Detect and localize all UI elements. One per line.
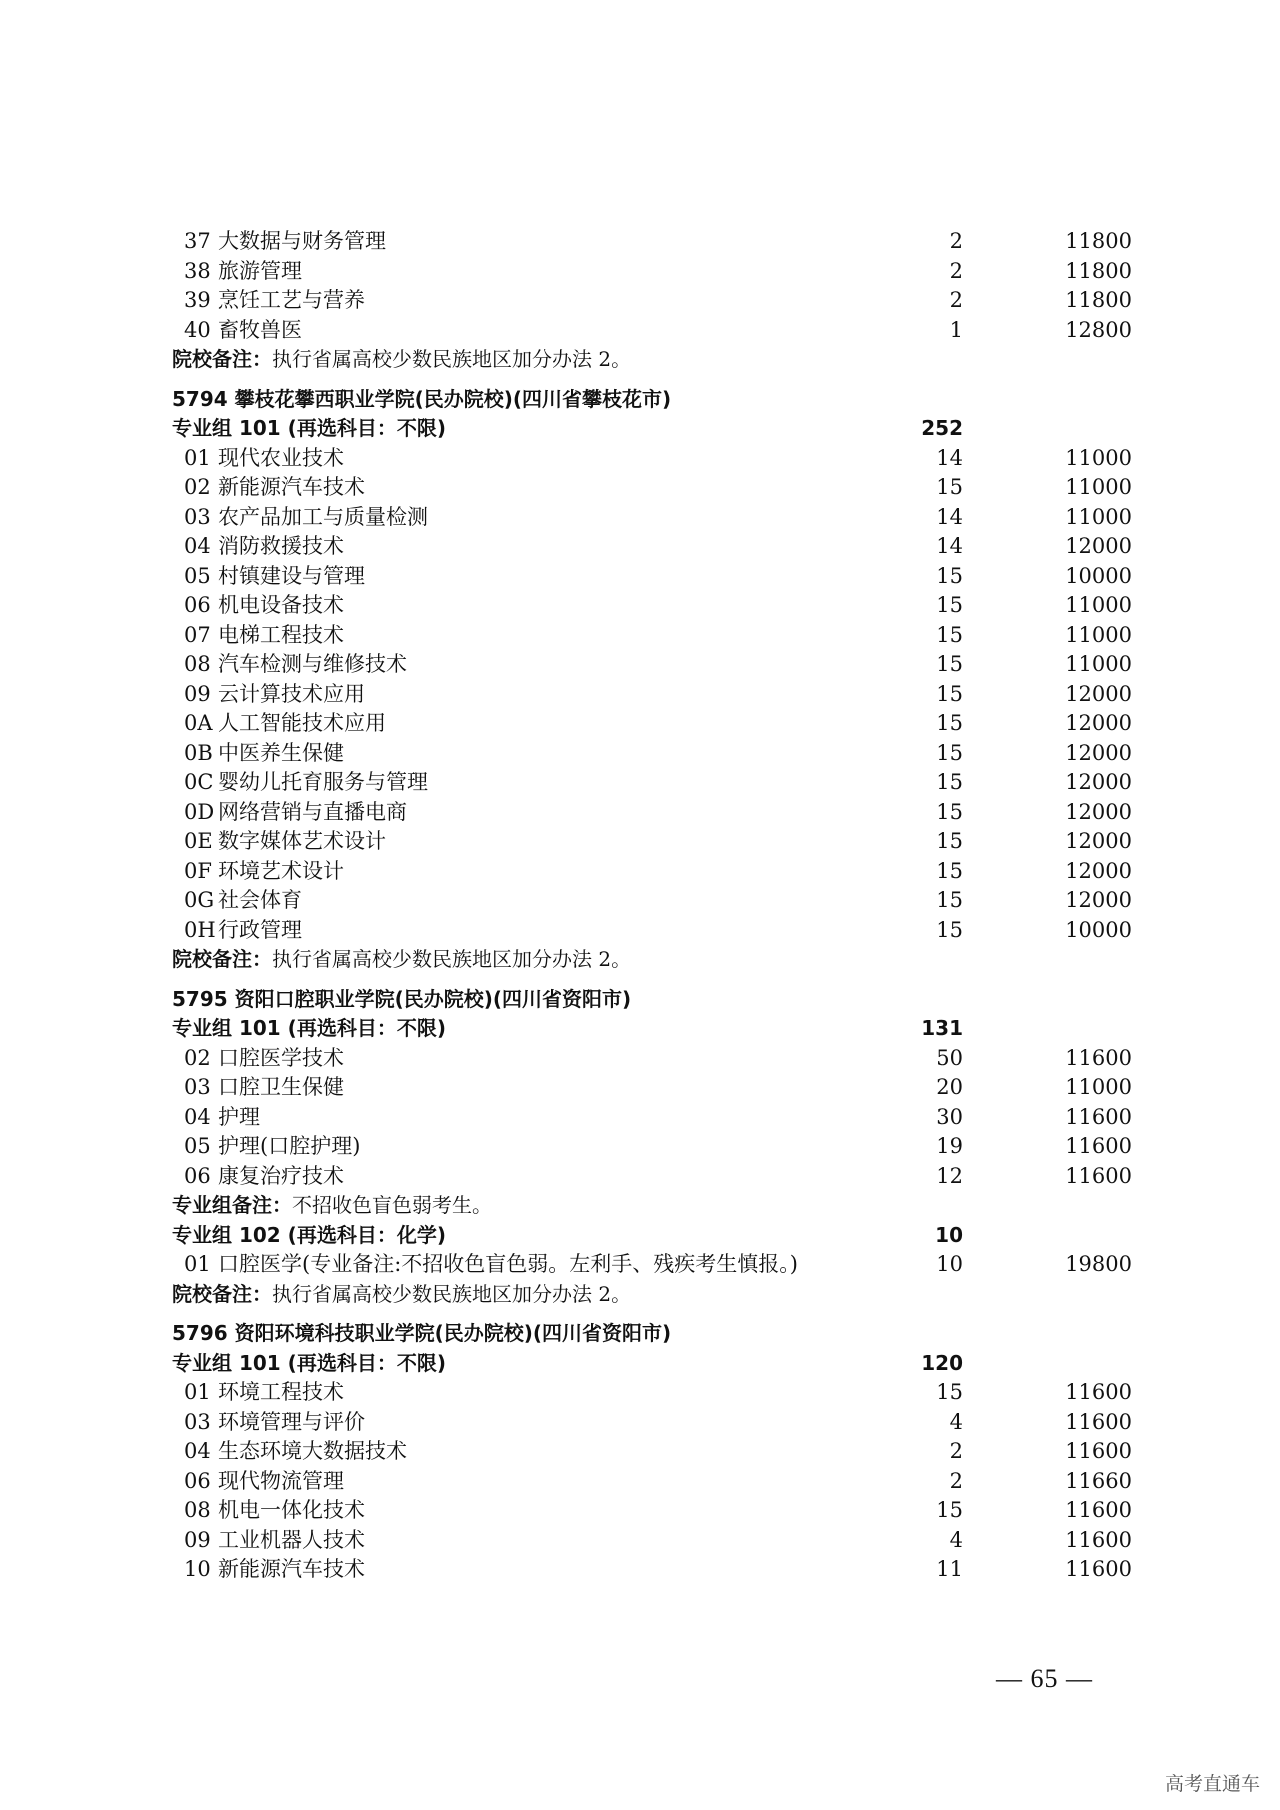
major-code: 0D bbox=[184, 799, 215, 824]
tuition-fee: 12000 bbox=[1065, 711, 1132, 735]
tuition-fee: 12800 bbox=[1065, 317, 1132, 342]
enrollment-count: 15 bbox=[936, 829, 963, 853]
major-name: 电梯工程技术 bbox=[218, 622, 344, 647]
major-code: 03 bbox=[184, 1409, 211, 1434]
major-name: 现代农业技术 bbox=[218, 445, 344, 470]
remark-text: 执行省属高校少数民族地区加分办法 2。 bbox=[272, 1281, 632, 1306]
enrollment-count: 15 bbox=[936, 740, 963, 765]
tuition-fee: 11800 bbox=[1065, 229, 1132, 253]
major-code: 0E bbox=[184, 829, 213, 853]
enrollment-count: 15 bbox=[936, 711, 963, 735]
remark-label: 院校备注： bbox=[172, 1281, 272, 1306]
major-name: 工业机器人技术 bbox=[218, 1527, 365, 1552]
enrollment-count: 10 bbox=[936, 1252, 963, 1276]
major-row bbox=[172, 503, 1132, 533]
major-group-row bbox=[172, 414, 1132, 444]
major-group-row bbox=[172, 1221, 1132, 1251]
major-name: 畜牧兽医 bbox=[218, 317, 302, 342]
major-group-total: 252 bbox=[921, 416, 963, 440]
tuition-fee: 12000 bbox=[1065, 829, 1132, 853]
major-row bbox=[172, 709, 1132, 739]
major-code: 04 bbox=[184, 534, 211, 558]
major-row bbox=[172, 562, 1132, 592]
enrollment-count: 4 bbox=[949, 1527, 963, 1552]
major-name: 婴幼儿托育服务与管理 bbox=[218, 770, 428, 794]
enrollment-count: 15 bbox=[936, 681, 963, 706]
major-code: 0C bbox=[184, 770, 214, 794]
major-group-title: 专业组 101 (再选科目：不限) bbox=[172, 416, 446, 440]
major-code: 05 bbox=[184, 563, 211, 588]
major-name: 村镇建设与管理 bbox=[218, 563, 365, 588]
tuition-fee: 11800 bbox=[1065, 288, 1132, 312]
major-code: 06 bbox=[184, 593, 211, 617]
major-code: 04 bbox=[184, 1439, 211, 1463]
major-name: 中医养生保健 bbox=[218, 740, 344, 765]
major-group-total: 131 bbox=[921, 1016, 963, 1040]
major-row bbox=[172, 1378, 1132, 1408]
enrollment-count: 4 bbox=[949, 1409, 963, 1434]
major-row bbox=[172, 1526, 1132, 1556]
major-row bbox=[172, 532, 1132, 562]
enrollment-count: 15 bbox=[936, 1380, 963, 1404]
tuition-fee: 11000 bbox=[1065, 652, 1132, 676]
enrollment-count: 14 bbox=[936, 445, 963, 470]
major-row bbox=[172, 1496, 1132, 1526]
major-code: 09 bbox=[184, 1527, 211, 1552]
major-code: 05 bbox=[184, 1134, 211, 1158]
enrollment-count: 2 bbox=[949, 1468, 963, 1493]
remark-text: 执行省属高校少数民族地区加分办法 2。 bbox=[272, 947, 632, 971]
major-row bbox=[172, 591, 1132, 621]
major-name: 护理 bbox=[218, 1104, 260, 1129]
tuition-fee: 12000 bbox=[1065, 740, 1132, 765]
major-group-row bbox=[172, 1014, 1132, 1044]
major-code: 0F bbox=[184, 858, 212, 883]
enrollment-count: 2 bbox=[949, 1439, 963, 1463]
tuition-fee: 11600 bbox=[1065, 1380, 1132, 1404]
major-name: 康复治疗技术 bbox=[218, 1163, 344, 1188]
remark-row bbox=[172, 345, 1132, 375]
enrollment-count: 15 bbox=[936, 475, 963, 499]
major-row bbox=[172, 257, 1132, 287]
enrollment-count: 20 bbox=[936, 1075, 963, 1099]
enrollment-count: 12 bbox=[936, 1163, 963, 1188]
tuition-fee: 12000 bbox=[1065, 799, 1132, 824]
major-row bbox=[172, 1467, 1132, 1497]
tuition-fee: 11000 bbox=[1065, 475, 1132, 499]
major-code: 08 bbox=[184, 652, 211, 676]
major-row bbox=[172, 1044, 1132, 1074]
major-row bbox=[172, 1408, 1132, 1438]
enrollment-count: 14 bbox=[936, 534, 963, 558]
major-row bbox=[172, 621, 1132, 651]
enrollment-count: 15 bbox=[936, 652, 963, 676]
major-name: 护理(口腔护理) bbox=[218, 1134, 361, 1158]
major-code: 07 bbox=[184, 622, 211, 647]
institution-title: 5795 资阳口腔职业学院(民办院校)(四川省资阳市) bbox=[172, 986, 632, 1011]
watermark-text: 高考直通车 bbox=[1164, 1773, 1260, 1795]
tuition-fee: 11000 bbox=[1065, 622, 1132, 647]
major-row bbox=[172, 798, 1132, 828]
tuition-fee: 11600 bbox=[1065, 1527, 1132, 1552]
major-name: 云计算技术应用 bbox=[218, 681, 365, 706]
major-code: 0B bbox=[184, 740, 213, 765]
tuition-fee: 19800 bbox=[1065, 1252, 1132, 1276]
enrollment-count: 14 bbox=[936, 504, 963, 529]
major-row bbox=[172, 1437, 1132, 1467]
major-group-title: 专业组 102 (再选科目：化学) bbox=[172, 1222, 446, 1247]
remark-label: 专业组备注： bbox=[172, 1193, 292, 1217]
tuition-fee: 11600 bbox=[1065, 1134, 1132, 1158]
tuition-fee: 12000 bbox=[1065, 888, 1132, 912]
major-row bbox=[172, 1555, 1132, 1585]
major-row bbox=[172, 857, 1132, 887]
tuition-fee: 11000 bbox=[1065, 445, 1132, 470]
major-name: 消防救援技术 bbox=[218, 534, 344, 558]
major-name: 现代物流管理 bbox=[218, 1468, 344, 1493]
major-name: 环境艺术设计 bbox=[218, 858, 344, 883]
major-name: 人工智能技术应用 bbox=[218, 711, 386, 735]
major-name: 新能源汽车技术 bbox=[218, 475, 365, 499]
major-code: 0A bbox=[184, 711, 213, 735]
major-group-total: 10 bbox=[935, 1222, 963, 1247]
remark-label: 院校备注： bbox=[172, 947, 272, 971]
major-code: 40 bbox=[184, 317, 211, 342]
major-code: 04 bbox=[184, 1104, 211, 1129]
major-code: 39 bbox=[184, 288, 211, 312]
enrollment-count: 30 bbox=[936, 1104, 963, 1129]
remark-label: 院校备注： bbox=[172, 347, 272, 371]
major-name: 大数据与财务管理 bbox=[218, 229, 386, 253]
remark-row bbox=[172, 1280, 1132, 1310]
major-row bbox=[172, 1073, 1132, 1103]
major-name: 口腔卫生保健 bbox=[218, 1075, 344, 1099]
enrollment-count: 15 bbox=[936, 917, 963, 942]
major-code: 0G bbox=[184, 888, 215, 912]
tuition-fee: 11600 bbox=[1065, 1409, 1132, 1434]
tuition-fee: 11660 bbox=[1065, 1468, 1132, 1493]
major-code: 06 bbox=[184, 1163, 211, 1188]
major-code: 02 bbox=[184, 1045, 211, 1070]
major-code: 0H bbox=[184, 917, 216, 942]
enrollment-count: 2 bbox=[949, 258, 963, 283]
major-row bbox=[172, 650, 1132, 680]
enrollment-count: 15 bbox=[936, 770, 963, 794]
document-body bbox=[172, 227, 1132, 1585]
tuition-fee: 11600 bbox=[1065, 1163, 1132, 1188]
major-name: 机电一体化技术 bbox=[218, 1498, 365, 1522]
tuition-fee: 12000 bbox=[1065, 681, 1132, 706]
major-name: 旅游管理 bbox=[218, 258, 302, 283]
tuition-fee: 12000 bbox=[1065, 858, 1132, 883]
major-name: 农产品加工与质量检测 bbox=[218, 504, 428, 529]
major-code: 10 bbox=[184, 1557, 211, 1581]
major-row bbox=[172, 286, 1132, 316]
enrollment-count: 11 bbox=[936, 1557, 963, 1581]
enrollment-count: 15 bbox=[936, 858, 963, 883]
major-name: 口腔医学(专业备注:不招收色盲色弱。左利手、残疾考生慎报。) bbox=[218, 1252, 798, 1276]
remark-row bbox=[172, 1191, 1132, 1221]
major-row bbox=[172, 227, 1132, 257]
major-name: 环境工程技术 bbox=[218, 1380, 344, 1404]
major-row bbox=[172, 444, 1132, 474]
enrollment-count: 19 bbox=[936, 1134, 963, 1158]
tuition-fee: 10000 bbox=[1065, 917, 1132, 942]
major-row bbox=[172, 768, 1132, 798]
major-name: 社会体育 bbox=[218, 888, 302, 912]
major-name: 环境管理与评价 bbox=[218, 1409, 365, 1434]
major-code: 37 bbox=[184, 229, 211, 253]
major-code: 02 bbox=[184, 475, 211, 499]
major-name: 汽车检测与维修技术 bbox=[218, 652, 407, 676]
major-row bbox=[172, 473, 1132, 503]
enrollment-count: 1 bbox=[949, 317, 963, 342]
major-row bbox=[172, 916, 1132, 946]
major-name: 新能源汽车技术 bbox=[218, 1557, 365, 1581]
enrollment-count: 15 bbox=[936, 593, 963, 617]
tuition-fee: 11600 bbox=[1065, 1045, 1132, 1070]
major-group-row bbox=[172, 1349, 1132, 1379]
tuition-fee: 11000 bbox=[1065, 593, 1132, 617]
tuition-fee: 11600 bbox=[1065, 1104, 1132, 1129]
page-number: — 65 — bbox=[996, 1664, 1093, 1693]
major-row bbox=[172, 1162, 1132, 1192]
major-name: 口腔医学技术 bbox=[218, 1045, 344, 1070]
institution-title: 5796 资阳环境科技职业学院(民办院校)(四川省资阳市) bbox=[172, 1321, 672, 1345]
major-code: 01 bbox=[184, 445, 211, 470]
major-code: 06 bbox=[184, 1468, 211, 1493]
enrollment-count: 15 bbox=[936, 799, 963, 824]
major-row bbox=[172, 827, 1132, 857]
major-row bbox=[172, 886, 1132, 916]
tuition-fee: 11000 bbox=[1065, 504, 1132, 529]
major-code: 38 bbox=[184, 258, 211, 283]
major-code: 01 bbox=[184, 1252, 211, 1276]
institution-heading bbox=[172, 1319, 1132, 1349]
major-row bbox=[172, 680, 1132, 710]
remark-text: 执行省属高校少数民族地区加分办法 2。 bbox=[272, 347, 632, 371]
major-name: 数字媒体艺术设计 bbox=[218, 829, 386, 853]
major-group-total: 120 bbox=[921, 1350, 963, 1375]
enrollment-count: 50 bbox=[936, 1045, 963, 1070]
major-code: 01 bbox=[184, 1380, 211, 1404]
major-code: 09 bbox=[184, 681, 211, 706]
tuition-fee: 11600 bbox=[1065, 1498, 1132, 1522]
enrollment-count: 2 bbox=[949, 229, 963, 253]
institution-heading bbox=[172, 385, 1132, 415]
major-group-title: 专业组 101 (再选科目：不限) bbox=[172, 1350, 446, 1375]
major-row bbox=[172, 316, 1132, 346]
major-name: 行政管理 bbox=[218, 917, 302, 942]
major-row bbox=[172, 1132, 1132, 1162]
tuition-fee: 11600 bbox=[1065, 1439, 1132, 1463]
major-name: 机电设备技术 bbox=[218, 593, 344, 617]
remark-row bbox=[172, 945, 1132, 975]
enrollment-count: 15 bbox=[936, 622, 963, 647]
major-row bbox=[172, 1103, 1132, 1133]
tuition-fee: 11600 bbox=[1065, 1557, 1132, 1581]
major-name: 烹饪工艺与营养 bbox=[218, 288, 365, 312]
major-code: 08 bbox=[184, 1498, 211, 1522]
major-group-title: 专业组 101 (再选科目：不限) bbox=[172, 1016, 446, 1040]
major-name: 网络营销与直播电商 bbox=[218, 799, 407, 824]
tuition-fee: 11000 bbox=[1065, 1075, 1132, 1099]
remark-text: 不招收色盲色弱考生。 bbox=[292, 1193, 492, 1217]
major-code: 03 bbox=[184, 1075, 211, 1099]
tuition-fee: 11800 bbox=[1065, 258, 1132, 283]
enrollment-count: 15 bbox=[936, 563, 963, 588]
major-code: 03 bbox=[184, 504, 211, 529]
major-row bbox=[172, 1250, 1132, 1280]
enrollment-count: 15 bbox=[936, 888, 963, 912]
enrollment-count: 15 bbox=[936, 1498, 963, 1522]
major-row bbox=[172, 739, 1132, 769]
tuition-fee: 12000 bbox=[1065, 770, 1132, 794]
enrollment-count: 2 bbox=[949, 288, 963, 312]
tuition-fee: 12000 bbox=[1065, 534, 1132, 558]
institution-title: 5794 攀枝花攀西职业学院(民办院校)(四川省攀枝花市) bbox=[172, 386, 672, 411]
tuition-fee: 10000 bbox=[1065, 563, 1132, 588]
major-name: 生态环境大数据技术 bbox=[218, 1439, 407, 1463]
institution-heading bbox=[172, 985, 1132, 1015]
